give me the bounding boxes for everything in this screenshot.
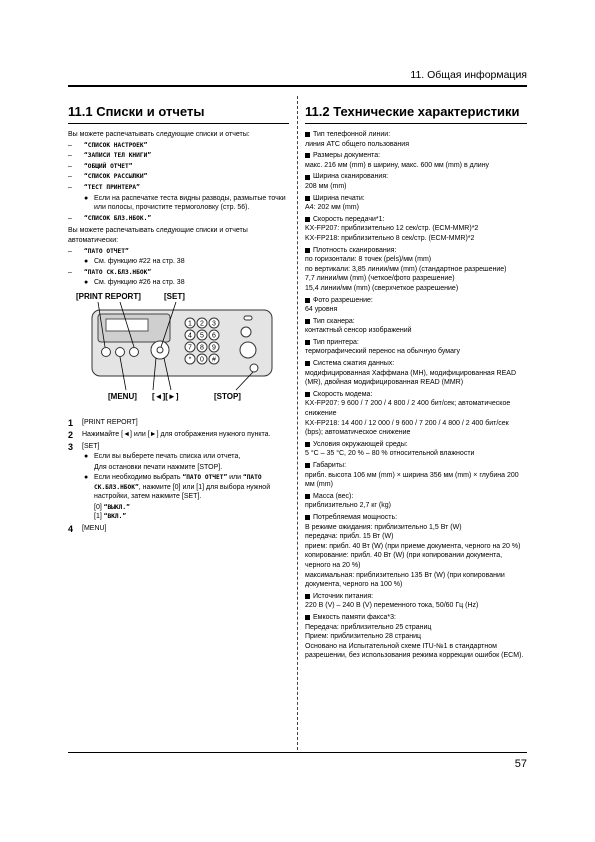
keypad-key-label: 9 xyxy=(212,344,216,352)
indicator xyxy=(244,316,252,320)
set-button xyxy=(157,347,163,353)
spec-value: термографический перенос на обычную бумагу xyxy=(305,348,461,356)
spec-heading: Масса (вес): xyxy=(305,492,527,502)
specifications-section xyxy=(305,104,527,661)
label-set: [SET] xyxy=(164,291,185,301)
option-on: [1] “ВКЛ.” xyxy=(94,513,127,521)
print-report-button xyxy=(102,347,111,356)
keypad-key-label: 8 xyxy=(200,344,204,352)
step-3-note-1: ● Если вы выберете печать списка или отчета, xyxy=(84,452,241,460)
spec-value: 208 мм (mm) xyxy=(305,182,347,190)
spec-value: линия АТС общего пользования xyxy=(305,140,410,148)
spec-value: KX-FP218: приблизительно 8 сек/стр. (ECM-MMR)*2 xyxy=(305,234,475,242)
keypad-key-label: 5 xyxy=(200,332,204,340)
keypad-key-label: 2 xyxy=(200,320,204,328)
spec-value: Основано на Испытательной схеме ITU-№1 в стандартном разрешении, без использования режима коррекции ошибок (ECM). xyxy=(305,642,524,660)
spec-heading: Тип телефонной линии: xyxy=(305,130,527,140)
spec-heading: Потребляемая мощность: xyxy=(305,513,527,523)
spec-value: 7,7 линии/мм (mm) (четкое/фото разрешение) xyxy=(305,275,455,283)
keypad-key-label: 7 xyxy=(188,344,192,352)
spec-value: KX-FP207: 9 600 / 7 200 / 4 800 / 2 400 бит/сек; автоматическое снижение xyxy=(305,400,511,418)
spec-value: передача: прибл. 15 Вт (W) xyxy=(305,533,394,541)
spec-value: 220 В (V) – 240 В (V) переменного тока, 50/60 Гц (Hz) xyxy=(305,602,479,610)
redial-button xyxy=(130,347,139,356)
keypad-key-label: 0 xyxy=(200,356,204,364)
list-item: – “ОБЩИЙ ОТЧЕТ” xyxy=(68,162,133,170)
keypad-key-label: 3 xyxy=(212,320,216,328)
spec-heading: Размеры документа: xyxy=(305,151,527,161)
spec-value: максимальная: приблизительно 135 Вт (W) (при копировании документа, черного на 100 %) xyxy=(305,571,505,589)
spec-heading: Фото разрешение: xyxy=(305,296,527,306)
spec-heading: Ширина сканирования: xyxy=(305,172,527,182)
spec-value: приблизительно 2,7 кг (kg) xyxy=(305,502,391,510)
option-off: [0] “ВЫКЛ.” xyxy=(94,503,130,511)
step-3-note-2: ● Если необходимо выбрать “ПАТО ОТЧЕТ” или “ПАТО СК.БЛЗ.НБОК”, нажмите [0] или [1] для выбора нужной настройки, затем нажмите [SET]. xyxy=(84,474,271,501)
keypad-key-label: 1 xyxy=(188,320,192,328)
intro-text-auto: Вы можете распечатывать следующие списки и отчеты автоматически: xyxy=(68,227,248,244)
step-2: 2 Нажимайте [◄] или [►] для отображения нужного пункта. xyxy=(68,429,271,440)
spec-heading: Система сжатия данных: xyxy=(305,359,527,369)
step-3: 3 [SET] xyxy=(68,441,100,452)
auto-list-item: – “ПАТО ОТЧЕТ” xyxy=(68,247,129,255)
spec-heading: Ширина печати: xyxy=(305,194,527,204)
label-menu: [MENU] xyxy=(108,391,137,401)
spec-value: по горизонтали: 8 точек (pels)/мм (mm) xyxy=(305,256,432,264)
spec-value: В режиме ожидания: приблизительно 1,5 Вт (W) xyxy=(305,523,462,531)
column-separator xyxy=(297,96,298,750)
spec-value: Передача: приблизительно 25 страниц xyxy=(305,623,432,631)
keypad-key-label: * xyxy=(188,356,192,364)
report-list xyxy=(68,141,289,193)
spec-heading: Габариты: xyxy=(305,461,527,471)
label-print-report: [PRINT REPORT] xyxy=(76,291,141,301)
spec-value: копирование: прибл. 40 Вт (W) (при копировании документа, черного на 20 %) xyxy=(305,552,503,569)
step-4: 4 [MENU] xyxy=(68,524,107,535)
spec-heading: Плотность сканирования: xyxy=(305,246,527,256)
keypad-key-label: 4 xyxy=(188,332,192,340)
menu-button xyxy=(116,347,125,356)
running-header: 11. Общая информация xyxy=(410,69,527,81)
keypad-key-label: # xyxy=(212,356,216,364)
footer-rule xyxy=(68,752,527,753)
start-button xyxy=(240,342,256,358)
section-title-lists: 11.1 Списки и отчеты xyxy=(68,104,289,124)
auto-list-note: ● См. функцию #22 на стр. 38 xyxy=(84,258,185,266)
spec-value: макс. 216 мм (mm) в ширину, макс. 600 мм (mm) в длину xyxy=(305,161,490,169)
spec-value: по вертикали: 3,85 линии/мм (mm) (стандартное разрешение) xyxy=(305,265,507,273)
spec-value: Прием: приблизительно 28 страниц xyxy=(305,633,422,641)
list-item: – “СПИСОК БЛЗ.НБОК.” xyxy=(68,214,152,222)
spec-heading: Тип сканера: xyxy=(305,317,527,327)
auto-list-item: – “ПАТО СК.БЛЗ.НБОК” xyxy=(68,268,152,276)
list-note: ● Если на распечатке теста видны разводы, размытые точки или полосы, прочистите термоголовку (стр. 56). xyxy=(84,194,286,212)
spec-value: 15,4 линии/мм (mm) (сверхчеткое разрешение) xyxy=(305,284,459,292)
spec-heading: Скорость модема: xyxy=(305,390,527,400)
list-item: – “ТЕСТ ПРИНТЕРА” xyxy=(68,183,140,191)
list-item: – “ЗАПИСИ ТЕЛ КНИГИ” xyxy=(68,152,152,160)
section-title-specs: 11.2 Технические характеристики xyxy=(305,104,527,124)
spec-value: прибл. высота 106 мм (mm) × ширина 356 мм (mm) × глубина 200 мм (mm) xyxy=(305,471,519,489)
spec-heading: Источник питания: xyxy=(305,592,527,602)
spec-heading: Условия окружающей среды: xyxy=(305,440,527,450)
spec-value: 64 уровня xyxy=(305,306,338,314)
spec-list xyxy=(305,130,527,661)
spec-value: контактный сенсор изображений xyxy=(305,327,412,335)
list-item: – “СПИСОК РАССЫЛКИ” xyxy=(68,173,148,181)
intro-text: Вы можете распечатывать следующие списки и отчеты: xyxy=(68,131,250,138)
list-item: – “СПИСОК НАСТРОЕК” xyxy=(68,141,148,149)
keypad-key-label: 6 xyxy=(212,332,216,340)
stop-button xyxy=(250,364,258,372)
spec-value: KX-FP207: приблизительно 12 сек/стр. (ECM-MMR)*2 xyxy=(305,225,479,233)
lists-reports-section xyxy=(68,104,289,536)
spec-value: модифицированная Хаффмана (MH), модифицированная READ (MR), двойная модифицированная READ (MMR) xyxy=(305,369,517,387)
step-3-note-1b: Для остановки печати нажмите [STOP]. xyxy=(94,463,223,471)
spec-heading: Скорость передачи*1: xyxy=(305,215,527,225)
header-rule xyxy=(68,85,527,87)
spec-heading: Тип принтера: xyxy=(305,338,527,348)
speaker-button xyxy=(241,327,251,337)
label-stop: [STOP] xyxy=(214,391,241,401)
label-arrows: [◄][►] xyxy=(152,391,179,401)
spec-value: 5 °C – 35 °C, 20 % – 80 % относительной влажности xyxy=(305,450,475,458)
control-panel-diagram xyxy=(68,292,289,412)
spec-heading: Емкость памяти факса*3: xyxy=(305,613,527,623)
step-1: 1 [PRINT REPORT] xyxy=(68,417,138,428)
spec-value: A4: 202 мм (mm) xyxy=(305,204,359,212)
spec-value: прием: прибл. 40 Вт (W) (при приеме документа, черного на 20 %) xyxy=(305,542,521,550)
page-number: 57 xyxy=(514,758,527,770)
auto-report-list xyxy=(68,247,289,288)
auto-list-note: ● См. функцию #26 на стр. 38 xyxy=(84,279,185,287)
spec-value: KX-FP218: 14 400 / 12 000 / 9 600 / 7 200 / 4 800 / 2 400 бит/сек (bps); автоматическое снижение xyxy=(305,419,509,437)
